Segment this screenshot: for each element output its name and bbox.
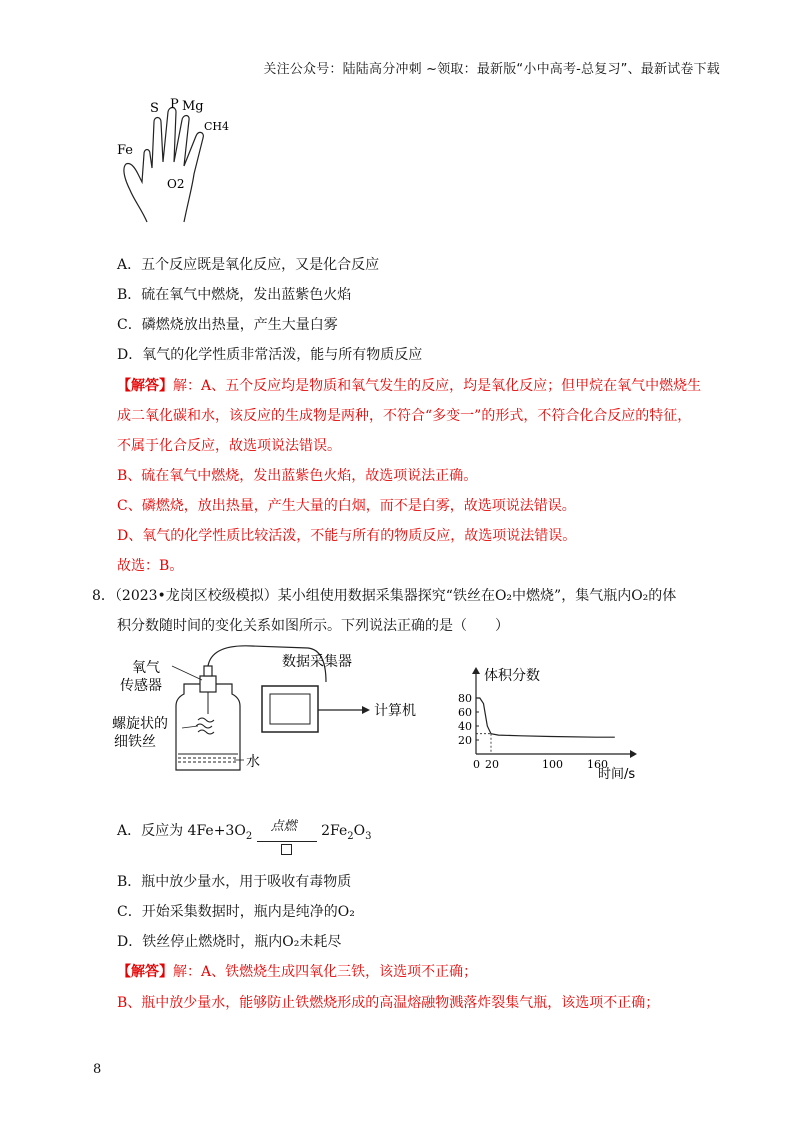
q8-stem-line1: 8．（2023•龙岗区校级模拟）某小组使用数据采集器探究“铁丝在O₂中燃烧”，集气瓶内O₂的体 — [92, 588, 677, 604]
q8-option-d: D．铁丝停止燃烧时，瓶内O₂未耗尽 — [117, 934, 342, 950]
sensor-label-1: 氧气 — [132, 660, 160, 676]
q7-option-a: A．五个反应既是氧化反应，又是化合反应 — [117, 257, 380, 273]
hand-outline-icon — [124, 108, 203, 223]
iron-wire-spiral-icon — [196, 718, 214, 734]
condition-box-icon — [281, 844, 292, 855]
y-tick-label: 20 — [458, 734, 472, 747]
q8-answer-line1: 【解答】解：A、铁燃烧生成四氧化三铁，该选项不正确； — [117, 964, 478, 980]
page-header: 关注公众号：陆陆高分冲刺 ~领取：最新版“小中高考-总复习”、最新试卷下载 — [263, 62, 720, 77]
collector-label: 数据采集器 — [282, 654, 352, 670]
q7-answer-line2: 成二氧化碳和水，该反应的生成物是两种，不符合“多变一”的形式，不符合化合反应的特征， — [117, 408, 692, 424]
x-tick-label: 20 — [485, 758, 499, 771]
label-s: S — [150, 101, 159, 116]
q7-option-b: B．硫在氧气中燃烧，发出蓝紫色火焰 — [117, 287, 352, 303]
arrow-right-icon — [362, 706, 370, 714]
wire-label-1: 螺旋状的 — [112, 716, 168, 732]
y-axis-arrow-icon — [472, 667, 480, 674]
y-tick-label: 60 — [458, 706, 472, 719]
sensor-label-2: 传感器 — [120, 678, 162, 694]
computer-label: 计算机 — [374, 703, 416, 719]
label-fe: Fe — [117, 143, 134, 158]
page-number: 8 — [93, 1062, 102, 1077]
q8-option-c: C．开始采集数据时，瓶内是纯净的O₂ — [117, 904, 355, 920]
label-mg: Mg — [182, 99, 204, 114]
q7-answer-line3: 不属于化合反应，故选项说法错误。 — [117, 438, 341, 454]
label-ch4: CH4 — [204, 120, 230, 133]
x-tick-label: 0 — [473, 758, 480, 771]
hand-figure — [112, 92, 242, 227]
oxygen-sensor — [200, 676, 216, 692]
q7-answer-line6: D、氧气的化学性质比较活泼，不能与所有的物质反应，故选项说法错误。 — [117, 528, 577, 544]
series-line — [476, 698, 615, 737]
label-p: P — [170, 97, 179, 112]
q8-stem-line2: 积分数随时间的变化关系如图所示。下列说法正确的是（ ） — [117, 618, 509, 634]
q7-option-d: D．氧气的化学性质非常活泼，能与所有物质反应 — [117, 347, 423, 363]
q7-option-c: C．磷燃烧放出热量，产生大量白雾 — [117, 317, 338, 333]
chart-xlabel: 时间/s — [598, 767, 636, 782]
q8-option-a: A．反应为 $4Fe+3O_2$ 点燃 $2Fe_2O_3$ — [117, 820, 371, 860]
q7-answer-line5: C、磷燃烧，放出热量，产生大量的白烟，而不是白雾，故选项说法错误。 — [117, 498, 576, 514]
condition-ignite: 点燃 — [270, 818, 297, 834]
q8-answer-line2: B、瓶中放少量水，能够防止铁燃烧形成的高温熔融物溅落炸裂集气瓶，该选项不正确； — [117, 995, 660, 1011]
q7-answer-line1: 【解答】解：A、五个反应均是物质和氧气发生的反应，均是氧化反应；但甲烷在氧气中燃烧生 — [117, 378, 702, 394]
o2-volume-chart — [440, 660, 640, 785]
wire-label-2: 细铁丝 — [114, 734, 156, 750]
label-o2: O2 — [167, 177, 185, 191]
x-axis-arrow-icon — [630, 750, 637, 758]
answer-tag: 【解答】 — [117, 964, 173, 980]
x-tick-label: 100 — [542, 758, 563, 771]
y-tick-label: 40 — [458, 720, 472, 733]
x-tick-label: 160 — [587, 758, 608, 771]
water-label: 水 — [246, 754, 260, 770]
y-tick-label: 80 — [458, 692, 472, 705]
q8-option-b: B．瓶中放少量水，用于吸收有毒物质 — [117, 874, 352, 890]
answer-tag: 【解答】 — [117, 378, 173, 394]
q7-answer-line4: B、硫在氧气中燃烧，发出蓝紫色火焰，故选项说法正确。 — [117, 468, 478, 484]
apparatus-diagram — [112, 642, 442, 777]
q7-answer-line7: 故选：B。 — [117, 558, 184, 574]
chart-ylabel: 体积分数 — [484, 668, 540, 684]
